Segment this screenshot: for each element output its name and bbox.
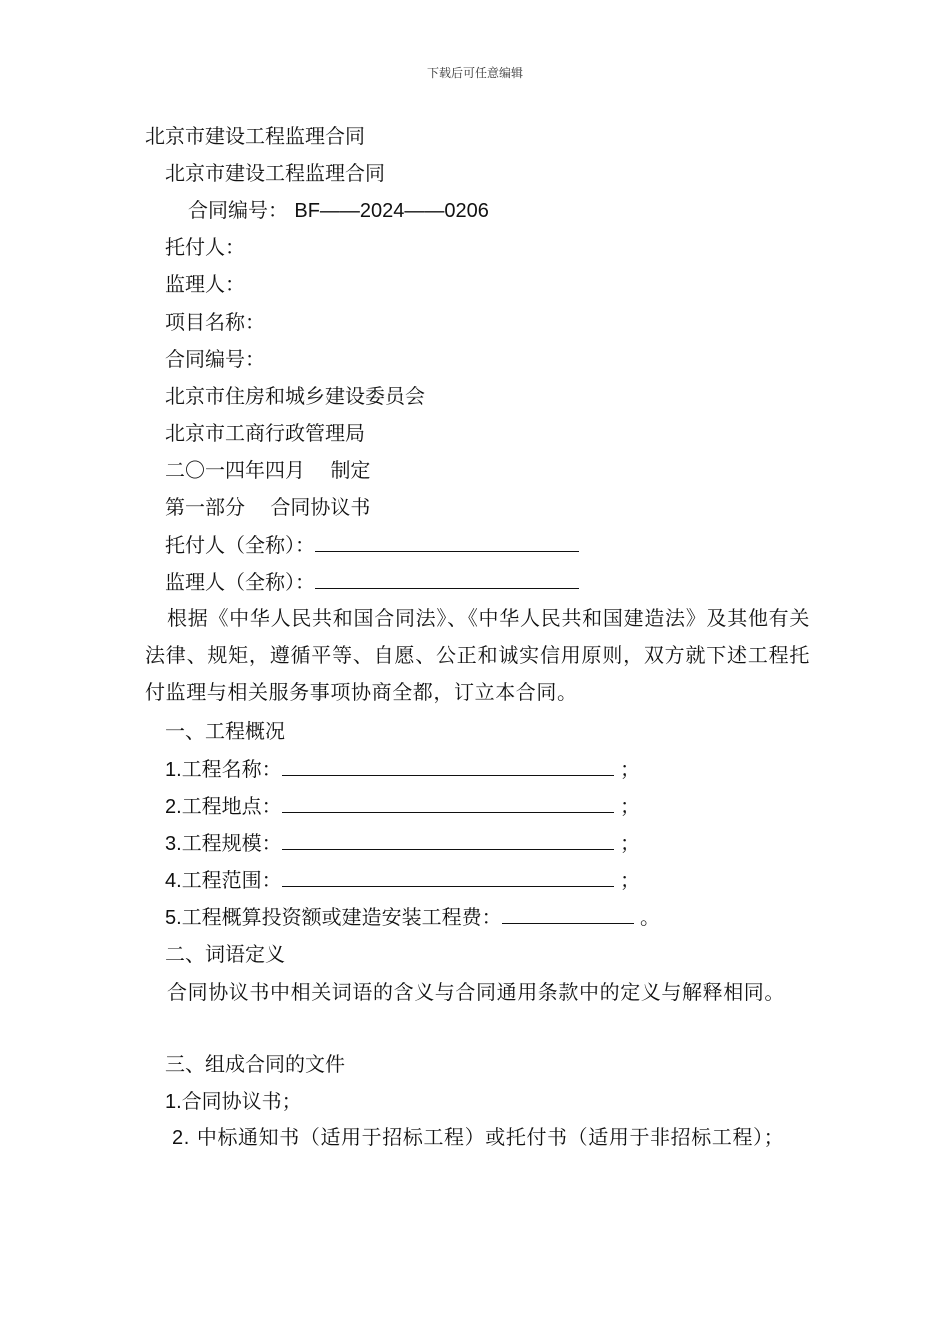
document-item-2: [145, 1119, 810, 1157]
project-scale-blank[interactable]: [282, 829, 614, 850]
issuer-housing-commission: 北京市住房和城乡建设委员会: [165, 384, 425, 408]
overview-item-4: [165, 866, 640, 894]
client-full-name-blank[interactable]: [315, 531, 579, 552]
part-number: 第一部分: [165, 495, 245, 519]
issue-date-suffix: 制定: [330, 458, 371, 482]
supervisor-full-name-label: 监理人（全称）：: [165, 570, 315, 594]
project-location-blank[interactable]: [282, 792, 614, 813]
client-full-name-line: [165, 531, 579, 558]
investment-amount-blank[interactable]: [502, 903, 634, 924]
supervisor-label: 监理人：: [165, 272, 245, 296]
item-label: 工程概算投资额或建造安装工程费：: [181, 905, 502, 929]
item-label: 工程范围：: [181, 868, 282, 892]
section-3-title: 三、组成合同的文件: [165, 1052, 345, 1076]
item-end: ；: [620, 757, 641, 781]
supervisor-full-name-line: [165, 568, 579, 595]
item-number: 2.: [165, 796, 182, 818]
client-full-name-label: 托付人（全称）：: [165, 533, 315, 557]
item-number: 5.: [165, 907, 182, 929]
item-number: 3.: [165, 833, 182, 855]
project-name-label: 项目名称：: [165, 310, 265, 334]
intro-text: 根据《中华人民共和国合同法》、《中华人民共和国建造法》及其他有关法律、规矩，遵循平等、自愿、公正和诚实信用原则，双方就下述工程托付监理与相关服务事项协商全都，订立本合同。: [145, 606, 810, 704]
overview-item-1: [165, 755, 640, 783]
project-scope-blank[interactable]: [282, 866, 614, 887]
contract-number-value: BF——2024——0206: [294, 200, 489, 222]
item-label: 工程规模：: [181, 831, 282, 855]
issuer-commerce-bureau: 北京市工商行政管理局: [165, 421, 365, 445]
item-label: 工程地点：: [181, 794, 282, 818]
definitions-paragraph: [145, 974, 810, 1011]
project-name-blank[interactable]: [282, 755, 614, 776]
item-text: 中标通知书（适用于招标工程）或托付书（适用于非招标工程）；: [196, 1125, 785, 1149]
document-item-1: [165, 1088, 302, 1115]
item-number: 1.: [165, 1091, 182, 1113]
item-end: 。: [640, 905, 661, 929]
part-heading: [165, 494, 370, 520]
overview-item-3: [165, 829, 640, 857]
overview-item-5: [165, 903, 660, 931]
document-title: 北京市建设工程监理合同: [145, 124, 365, 148]
document-item-2-text: [145, 1119, 810, 1157]
part-title: 合同协议书: [270, 495, 371, 519]
contract-number-label-2: 合同编号：: [165, 347, 265, 371]
item-end: ；: [620, 794, 641, 818]
issue-date: 二〇一四年四月: [165, 458, 305, 482]
contract-number-line: [188, 197, 489, 224]
cover-title: 北京市建设工程监理合同: [165, 161, 385, 185]
client-label: 托付人：: [165, 235, 245, 259]
overview-item-2: [165, 792, 640, 820]
contract-number-label: 合同编号：: [188, 198, 288, 222]
supervisor-full-name-blank[interactable]: [315, 568, 579, 589]
issue-date-line: [165, 457, 370, 483]
item-number: 1.: [165, 759, 182, 781]
item-number: 4.: [165, 870, 182, 892]
intro-paragraph: [145, 600, 810, 711]
section-2-title: 二、词语定义: [165, 942, 285, 966]
item-end: ；: [620, 868, 641, 892]
definitions-text: 合同协议书中相关词语的含义与合同通用条款中的定义与解释相同。: [167, 980, 785, 1004]
item-number: 2.: [172, 1127, 190, 1149]
item-end: ；: [620, 831, 641, 855]
header-note: 下载后可任意编辑: [426, 66, 523, 80]
item-label: 工程名称：: [181, 757, 282, 781]
section-1-title: 一、工程概况: [165, 719, 285, 743]
item-text: 合同协议书；: [181, 1089, 302, 1113]
